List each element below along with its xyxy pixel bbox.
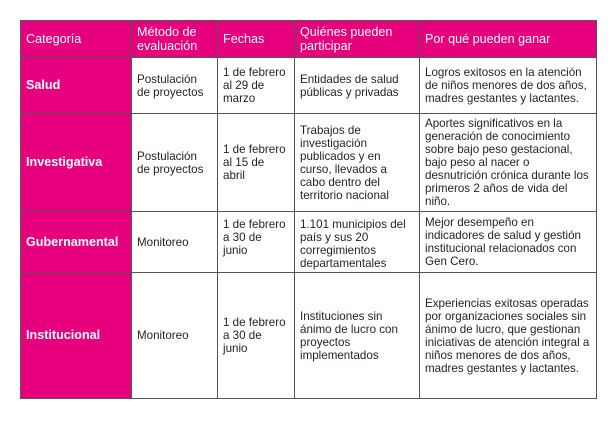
reason-cell: Mejor desempeño en indicadores de salud y gestión institucional relacionados con Gen Cero. [420,212,597,273]
table-row [21,58,597,114]
dates-cell: 1 de febrero al 15 de abril [218,114,295,212]
table-row [21,114,597,212]
reason-cell: Aportes significativos en la generación de conocimiento sobre bajo peso gestacional, bajo peso al nacer o desnutrición crónica durante los primeros 2 años de vida del niño. [420,114,597,212]
col-header-quienes: Quiénes pueden participar [295,21,420,58]
header-row [21,21,597,58]
method-cell: Postulación de proyectos [132,58,218,114]
participants-cell: Trabajos de investigación publicados y en curso, llevados a cabo dentro del territorio nacional [295,114,420,212]
category-cell: Salud [21,58,132,114]
method-cell: Monitoreo [132,212,218,273]
method-cell: Postulación de proyectos [132,114,218,212]
category-cell: Investigativa [21,114,132,212]
col-header-fechas: Fechas [218,21,295,58]
category-cell: Gubernamental [21,212,132,273]
reason-cell: Logros exitosos en la atención de niños menores de dos años, madres gestantes y lactantes. [420,58,597,114]
category-cell: Institucional [21,273,132,399]
col-header-categoria: Categoría [21,21,132,58]
col-header-metodo: Método de evaluación [132,21,218,58]
table-row [21,273,597,399]
dates-cell: 1 de febrero a 30 de junio [218,273,295,399]
method-cell: Monitoreo [132,273,218,399]
table-row [21,212,597,273]
dates-cell: 1 de febrero al 29 de marzo [218,58,295,114]
participants-cell: Instituciones sin ánimo de lucro con proyectos implementados [295,273,420,399]
dates-cell: 1 de febrero a 30 de junio [218,212,295,273]
col-header-porque: Por qué pueden ganar [420,21,597,58]
reason-cell: Experiencias exitosas operadas por organizaciones sociales sin ánimo de lucro, que gestionan iniciativas de atención integral a niños menores de dos años, madres gestantes y lactantes. [420,273,597,399]
participants-cell: 1.101 municipios del país y sus 20 corregimientos departamentales [295,212,420,273]
awards-table [20,20,597,399]
participants-cell: Entidades de salud públicas y privadas [295,58,420,114]
